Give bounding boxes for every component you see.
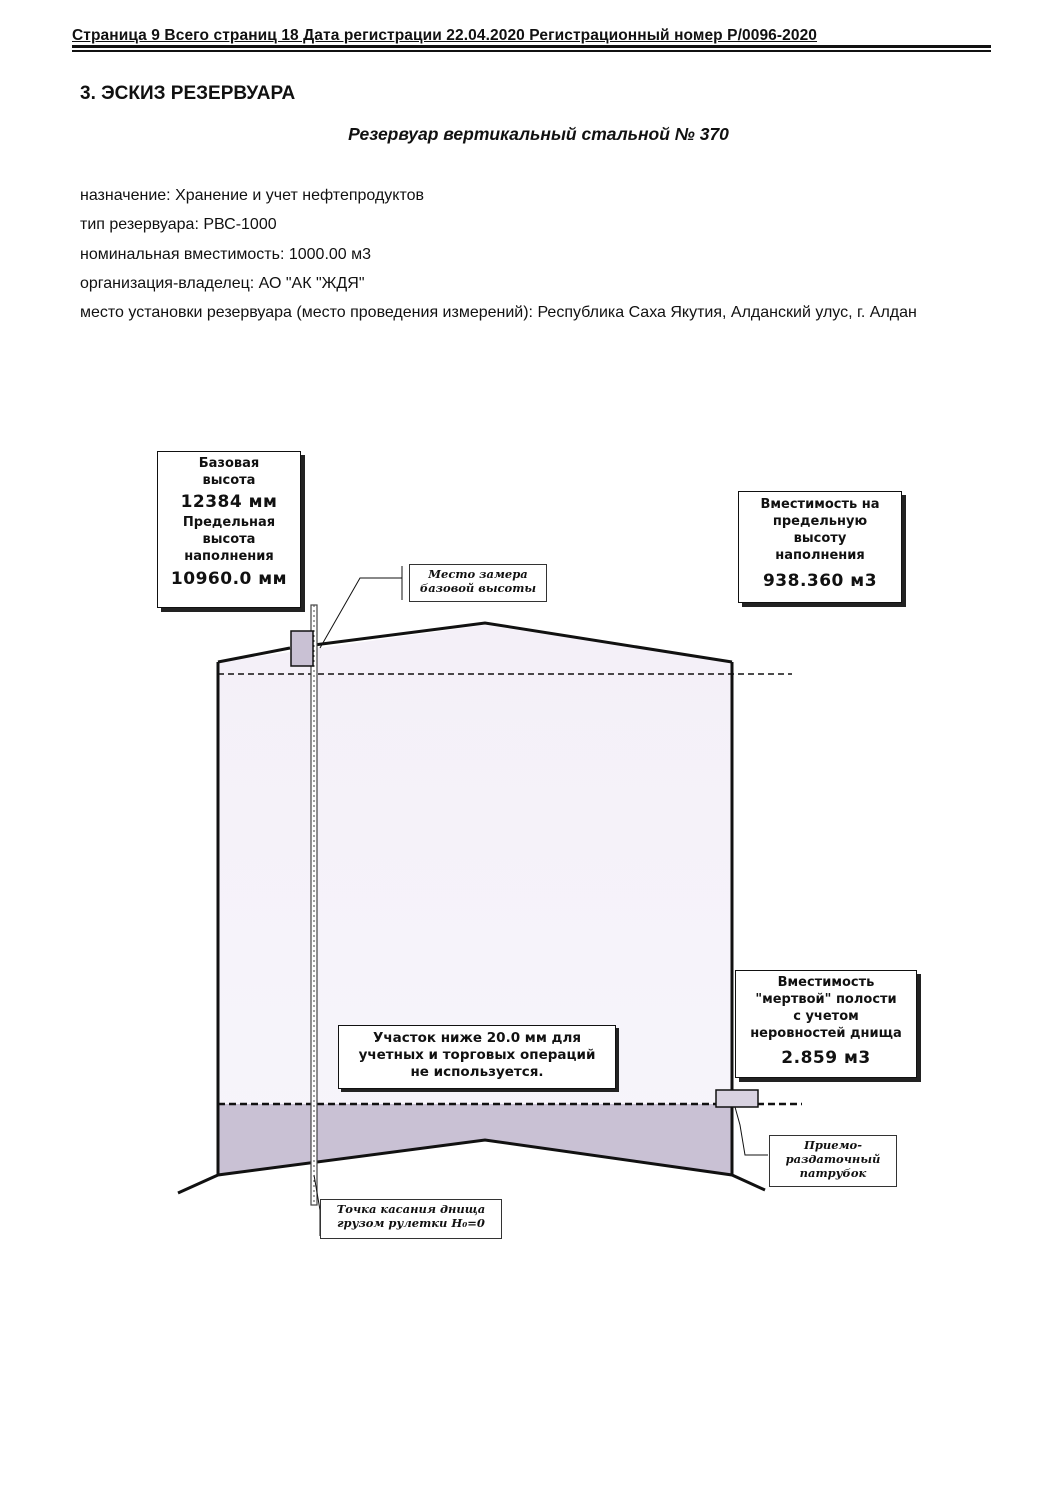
tank-body bbox=[218, 625, 732, 1175]
unused-zone-note bbox=[338, 1025, 616, 1089]
nozzle-label-3: патрубок bbox=[799, 1166, 867, 1180]
nozzle bbox=[716, 1090, 758, 1107]
leader-nozzle bbox=[735, 1107, 768, 1155]
max-fill-label-3: наполнения bbox=[184, 549, 274, 564]
max-capacity-label-4: наполнения bbox=[775, 548, 865, 563]
dead-volume-label: Вместимость bbox=[777, 975, 875, 990]
measure-point-label-2: базовой высоты bbox=[419, 581, 537, 595]
tank-title: Резервуар вертикальный стальной № 370 bbox=[348, 124, 729, 144]
max-capacity-label-2: предельную bbox=[772, 514, 868, 529]
field-owner: организация-владелец: АО "АК "ЖДЯ" bbox=[80, 275, 365, 292]
dead-volume-value: 2.859 м3 bbox=[781, 1048, 871, 1068]
nozzle-label: Приемо- bbox=[804, 1138, 862, 1152]
nozzle-label-2: раздаточный bbox=[785, 1152, 881, 1166]
dead-volume-label-3: с учетом bbox=[793, 1009, 859, 1024]
field-location: место установки резервуара (место проведения измерений): Республика Саха Якутия, Алданский улус, г. Алдан bbox=[80, 304, 917, 321]
max-capacity-value: 938.360 м3 bbox=[762, 571, 878, 591]
base-height-box bbox=[157, 451, 301, 608]
measure-point-note bbox=[409, 564, 547, 602]
measure-point-label: Место замера bbox=[428, 567, 528, 581]
touch-point-label-2: грузом рулетки H₀=0 bbox=[337, 1216, 485, 1230]
field-type: тип резервуара: РВС-1000 bbox=[80, 216, 277, 233]
max-fill-value: 10960.0 мм bbox=[170, 569, 288, 589]
base-height-label-2: высота bbox=[202, 473, 256, 488]
max-fill-label: Предельная bbox=[182, 515, 276, 530]
max-capacity-label-3: высоту bbox=[793, 531, 847, 546]
field-purpose: назначение: Хранение и учет нефтепродуктов bbox=[80, 187, 425, 204]
touch-point-label: Точка касания днища bbox=[336, 1202, 486, 1216]
unused-zone-label: Участок ниже 20.0 мм для bbox=[372, 1030, 582, 1046]
base-height-label: Базовая bbox=[198, 456, 260, 471]
page-header: Страница 9 Всего страниц 18 Дата регистрации 22.04.2020 Регистрационный номер Р/0096-2020 bbox=[72, 27, 818, 44]
max-capacity-box bbox=[738, 491, 902, 603]
max-capacity-label: Вместимость на bbox=[760, 497, 880, 512]
section-title: 3. ЭСКИЗ РЕЗЕРВУАРА bbox=[80, 83, 296, 104]
nozzle-note bbox=[769, 1135, 897, 1187]
dead-volume-label-2: "мертвой" полости bbox=[755, 992, 897, 1007]
dead-volume-label-4: неровностей днища bbox=[750, 1026, 902, 1041]
measure-hatch bbox=[291, 631, 313, 666]
field-capacity: номинальная вместимость: 1000.00 м3 bbox=[80, 246, 372, 263]
unused-zone-label-3: не используется. bbox=[410, 1064, 544, 1080]
base-height-value: 12384 мм bbox=[180, 492, 278, 512]
max-fill-label-2: высота bbox=[202, 532, 256, 547]
unused-zone-label-2: учетных и торговых операций bbox=[358, 1047, 596, 1063]
touch-point-note bbox=[320, 1199, 502, 1239]
dead-volume-box bbox=[735, 970, 917, 1078]
